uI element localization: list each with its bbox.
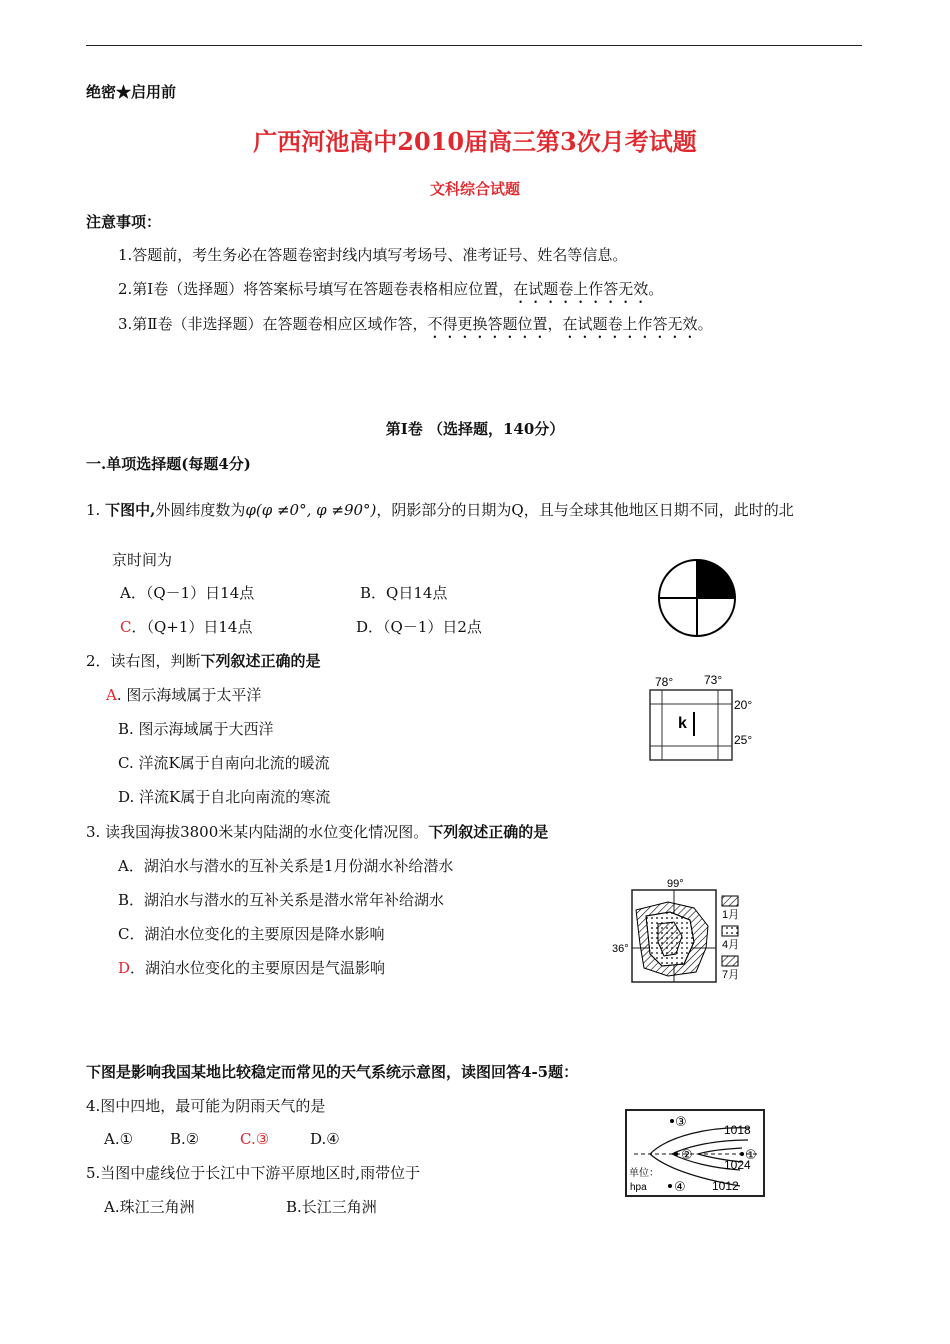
q4-option-d: D.④: [310, 1130, 340, 1148]
question-1: 1. 下图中,外圆纬度数为φ(φ ≠0°, φ ≠90°)，阴影部分的日期为Q，且与全球其他地区日期不同，此时的北: [86, 501, 794, 519]
exam-title: 广西河池高中2010届高三第3次月考试题: [253, 127, 697, 156]
group-4-5-intro: 下图是影响我国某地比较稳定而常见的天气系统示意图，读图回答4-5题：: [86, 1063, 579, 1081]
q3-lake-figure: [610, 876, 750, 986]
q1-option-c: C．（Q+1）日14点: [120, 618, 253, 636]
question-5: 5.当图中虚线位于长江中下游平原地区时,雨带位于: [86, 1164, 421, 1182]
formula: φ(φ ≠0°, φ ≠90°): [245, 501, 377, 519]
q2-option-d: D. 洋流K属于自北向南流的寒流: [118, 788, 331, 806]
notice-item-2: 2.第Ⅰ卷（选择题）将答案标号填写在答题卷表格相应位置，在试题卷上作答无效。: [118, 280, 664, 298]
lon-label-2: 73°: [704, 673, 723, 687]
unit-label: 单位：: [629, 1168, 659, 1179]
lat-label-1: 20°: [734, 698, 753, 712]
exam-subtitle: 文科综合试题: [429, 180, 520, 198]
q5-option-b: B.长江三角洲: [286, 1198, 377, 1216]
point-1: ①: [745, 1147, 757, 1162]
isobar-label-1024: 1024: [724, 1158, 751, 1172]
q2-grid-figure: [640, 672, 770, 766]
q4-option-c: C.③: [240, 1130, 270, 1148]
notice-item-1: 1.答题前，考生务必在答题卷密封线内填写考场号、准考证号、姓名等信息。: [118, 246, 628, 264]
lon-label-1: 78°: [655, 675, 674, 689]
question-3: 3. 读我国海拔3800米某内陆湖的水位变化情况图。下列叙述正确的是: [86, 823, 549, 841]
secret-mark: 绝密★启用前: [86, 83, 177, 101]
legend-label-1: 1月: [722, 909, 740, 921]
top-rule: [86, 45, 862, 46]
legend-box-3: [722, 956, 738, 966]
q2-option-c: C. 洋流K属于自南向北流的暖流: [118, 754, 330, 772]
point-3: ③: [675, 1114, 687, 1129]
legend-label-2: 4月: [722, 939, 740, 951]
q5-option-a: A.珠江三角洲: [104, 1198, 195, 1216]
q3-option-b: B．湖泊水与潜水的互补关系是潜水常年补给湖水: [118, 891, 445, 909]
notice-heading: 注意事项：: [86, 213, 162, 231]
point-2: ②: [681, 1147, 693, 1162]
emphasis-text: 在试题卷上作答无效: [562, 315, 698, 333]
q1-option-b: B．Q日14点: [360, 584, 448, 602]
lat-label-2: 25°: [734, 733, 753, 747]
isobar-label-1018: 1018: [724, 1123, 751, 1137]
q1-circle-figure: [652, 556, 742, 640]
legend-box-2: [722, 926, 738, 936]
q3-option-d: D．湖泊水位变化的主要原因是气温影响: [118, 959, 386, 977]
section-heading: 第Ⅰ卷 （选择题，140分）: [385, 420, 565, 438]
question-4: 4.图中四地，最可能为阴雨天气的是: [86, 1097, 326, 1115]
legend-box-1: [722, 896, 738, 906]
legend-label-3: 7月: [722, 969, 740, 981]
lat-label: 36°: [612, 943, 629, 955]
q1-option-a: A．（Q－1）日14点: [120, 584, 255, 602]
question-2: 2．读右图，判断下列叙述正确的是: [86, 652, 321, 670]
q3-option-c: C．湖泊水位变化的主要原因是降水影响: [118, 925, 385, 943]
lon-label: 99°: [667, 878, 684, 890]
isobar-label-1012: 1012: [712, 1179, 739, 1193]
emphasis-text: 不得更换答题位置: [427, 315, 548, 333]
question-1-cont: 京时间为: [112, 551, 173, 569]
q4-option-b: B.②: [170, 1130, 200, 1148]
q2-option-a: A. 图示海域属于太平洋: [106, 686, 262, 704]
q4-option-a: A.①: [104, 1130, 134, 1148]
current-label: k: [678, 715, 687, 732]
q3-option-a: A．湖泊水与潜水的互补关系是1月份湖水补给潜水: [118, 857, 454, 875]
q1-option-d: D．（Q－1）日2点: [356, 618, 482, 636]
q2-option-b: B. 图示海域属于大西洋: [118, 720, 274, 738]
unit-value: hpa: [630, 1182, 647, 1193]
point-4: ④: [674, 1179, 686, 1194]
part-heading: 一.单项选择题(每题4分): [86, 455, 251, 473]
notice-item-3: 3.第Ⅱ卷（非选择题）在答题卷相应区域作答，不得更换答题位置，在试题卷上作答无效。: [118, 315, 713, 333]
weather-system-figure: [620, 1106, 770, 1200]
emphasis-text: 在试题卷上作答无效: [513, 280, 649, 298]
